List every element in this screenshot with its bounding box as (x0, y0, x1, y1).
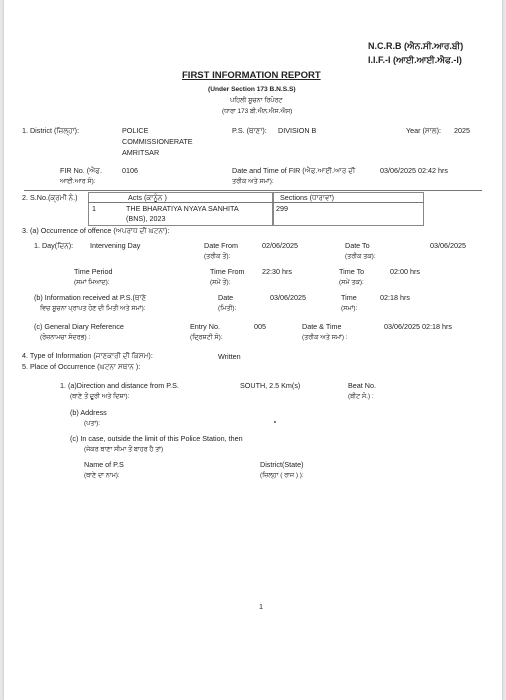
time-to-label: Time To (339, 267, 365, 276)
ps-label: P.S. (ਥਾਣਾ): (232, 126, 267, 135)
gd-label-punjabi: (ਰੋਜ਼ਨਾਮਚਾ ਸੰਦਰਭ) : (40, 334, 91, 341)
day-label: 1. Day(ਦਿਨ): (34, 241, 74, 250)
date-from-label-punjabi: (ਤਰੀਕ ਤੋਂ): (204, 253, 231, 260)
time-from-value: 22:30 hrs (262, 267, 292, 276)
direction-value: SOUTH, 2.5 Km(s) (240, 381, 301, 390)
type-info-label: 4. Type of Information (ਜਾਣਕਾਰੀ ਦੀ ਕਿਸਮ): (22, 351, 153, 360)
ps-name-label-punjabi: (ਥਾਣੇ ਦਾ ਨਾਮ): (84, 472, 120, 479)
report-section-punjabi: (ਧਾਰਾ 173 ਬੀ.ਐਨ.ਐਸ.ਐਸ) (222, 108, 293, 115)
acts-row-act-line1: THE BHARATIYA NYAYA SANHITA (126, 204, 239, 213)
fir-no-value: 0106 (122, 166, 138, 175)
time-to-label-punjabi: (ਸਮੇਂ ਤਕ): (339, 279, 364, 286)
address-label-punjabi: (ਪਤਾ): (84, 420, 101, 427)
time-period-label: Time Period (74, 267, 113, 276)
fir-datetime-label-punjabi: ਤਰੀਕ ਅਤੇ ਸਮਾਂ): (232, 178, 274, 185)
day-value: Intervening Day (90, 241, 141, 250)
outside-limit-label: (c) In case, outside the limit of this Police Station, then (70, 434, 243, 443)
info-date-label-punjabi: (ਮਿਤੀ): (218, 305, 237, 312)
acts-row-act-line2: (BNS), 2023 (126, 214, 166, 223)
date-to-value: 03/06/2025 (430, 241, 466, 250)
acts-row-sno: 1 (92, 204, 96, 213)
time-period-label-punjabi: (ਸਮਾਂ ਮਿਆਦ): (74, 279, 110, 286)
report-title-punjabi: ਪਹਿਲੀ ਸੂਚਨਾ ਰਿਪੋਰਟ (230, 97, 283, 104)
fir-no-label: FIR No. (ਐਫ. (60, 166, 103, 175)
info-time-label: Time (341, 293, 357, 302)
date-to-label: Date To (345, 241, 370, 250)
direction-label-punjabi: (ਥਾਣੇ ਤੋਂ ਦੂਰੀ ਅਤੇ ਦਿਸ਼ਾ): (70, 393, 130, 400)
info-date-label: Date (218, 293, 234, 302)
gd-datetime-label: Date & Time (302, 322, 342, 331)
address-label: (b) Address (70, 408, 107, 417)
info-date-value: 03/06/2025 (270, 293, 306, 302)
section-divider (24, 190, 482, 191)
year-label: Year (ਸਾਲ): (406, 126, 442, 135)
outside-limit-label-punjabi: (ਜੇਕਰ ਥਾਣਾ ਸੀਮਾ ਤੋਂ ਬਾਹਰ ਹੈ ਤਾਂ) (84, 446, 164, 453)
direction-label: 1. (a)Direction and distance from P.S. (60, 381, 179, 390)
district-value-line1: POLICE (122, 126, 149, 135)
report-title: FIRST INFORMATION REPORT (182, 70, 321, 81)
district-state-label: District(State) (260, 460, 304, 469)
page-number: 1 (259, 602, 263, 611)
fir-no-label-punjabi: ਆਈ.ਆਰ ਸੰ): (60, 178, 96, 185)
fir-page (4, 0, 502, 700)
date-from-value: 02/06/2025 (262, 241, 298, 250)
year-value: 2025 (454, 126, 470, 135)
info-time-label-punjabi: (ਸਮਾਂ): (341, 305, 358, 312)
fir-datetime-label: Date and Time of FIR (ਐਫ.ਆਈ.ਆਰ ਦੀ (232, 166, 356, 175)
time-from-label-punjabi: (ਸਮੇਂ ਤੋਂ): (210, 279, 231, 286)
iif-label: I.I.F.-I (ਆਈ.ਆਈ.ਐਫ.-I) (368, 55, 462, 65)
ps-name-label: Name of P.S (84, 460, 124, 469)
gd-label: (c) General Diary Reference (34, 322, 124, 331)
sections-header: Sections (ਧਾਰਾਵਾਂ) (280, 193, 334, 202)
gd-entry-label: Entry No. (190, 322, 220, 331)
time-from-label: Time From (210, 267, 245, 276)
stray-mark (274, 421, 276, 423)
type-info-value: Written (218, 352, 241, 361)
district-value-line3: AMRITSAR (122, 148, 160, 157)
info-time-value: 02:18 hrs (380, 293, 410, 302)
gd-entry-label-punjabi: (ਦ੍ਰਿਸ਼ਟੀ ਸੰ): (190, 334, 223, 341)
gd-entry-value: 005 (254, 322, 266, 331)
report-under-section: (Under Section 173 B.N.S.S) (208, 86, 296, 93)
ps-value: DIVISION B (278, 126, 317, 135)
beat-label: Beat No. (348, 381, 376, 390)
acts-row-section: 299 (276, 204, 288, 213)
district-label: 1. District (ਜ਼ਿਲ੍ਹਾ): (22, 126, 80, 135)
fir-datetime-value: 03/06/2025 02:42 hrs (380, 166, 448, 175)
beat-label-punjabi: (ਬੀਟ ਸੰ.) : (348, 393, 374, 400)
acts-header: Acts (ਕਾਨੂੰਨ ) (128, 193, 167, 202)
date-from-label: Date From (204, 241, 238, 250)
acts-sno-header: 2. S.No.(ਕ੍ਰਮੀ ਨੰ.) (22, 193, 78, 202)
gd-datetime-value: 03/06/2025 02:18 hrs (384, 322, 452, 331)
district-value-line2: COMMISSIONERATE (122, 137, 193, 146)
gd-datetime-label-punjabi: (ਤਰੀਕ ਅਤੇ ਸਮਾਂ) : (302, 334, 348, 341)
occurrence-heading: 3. (a) Occurrence of offence (ਅਪਰਾਧ ਦੀ ਘਟਨਾ): (22, 226, 170, 235)
ncrb-label: N.C.R.B (ਐਨ.ਸੀ.ਆਰ.ਬੀ) (368, 41, 464, 51)
time-to-value: 02:00 hrs (390, 267, 420, 276)
date-to-label-punjabi: (ਤਰੀਕ ਤਕ): (345, 253, 376, 260)
info-received-label-punjabi: ਵਿਚ ਸੂਚਨਾ ਪ੍ਰਾਪਤ ਹੋਣ ਦੀ ਮਿਤੀ ਅਤੇ ਸਮਾਂ): (40, 305, 146, 312)
district-state-label-punjabi: (ਜ਼ਿਲ੍ਹਾ ( ਰਾਜ ) ): (260, 472, 304, 479)
info-received-label: (b) Information received at P.S.(ਥਾਣੇ (34, 293, 147, 302)
place-heading: 5. Place of Occurrence (ਘਟਨਾ ਸਥਾਨ ): (22, 362, 141, 371)
